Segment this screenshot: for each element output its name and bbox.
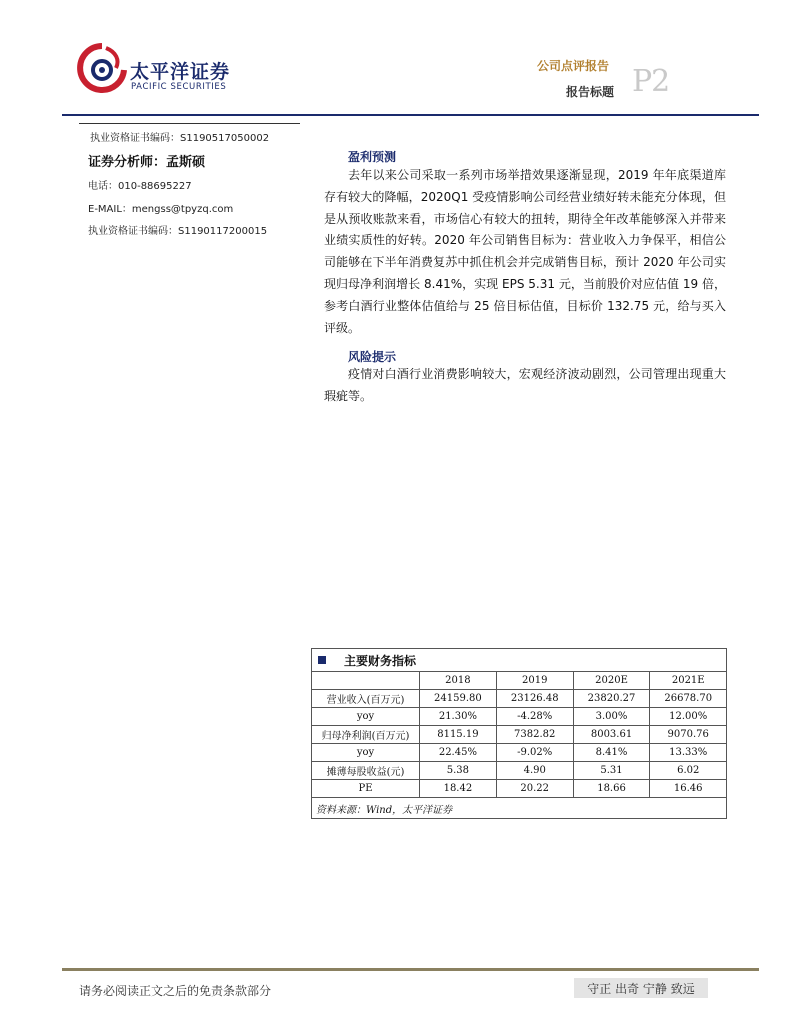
logo-english-name: PACIFIC SECURITIES (131, 82, 227, 92)
report-type: 公司点评报告 (537, 59, 610, 73)
table-cell: 23820.27 (573, 690, 650, 708)
disclaimer-notice: 请务必阅读正文之后的免责条款部分 (79, 984, 272, 998)
row-label: 归母净利润(百万元) (312, 726, 420, 744)
page-number: P2 (632, 64, 670, 99)
table-source-note: 资料来源：Wind，太平洋证券 (316, 804, 453, 816)
table-cell: 12.00% (650, 708, 726, 726)
table-cell: 18.42 (420, 780, 497, 798)
table-cell: 5.38 (420, 762, 497, 780)
certificate-number-1: 执业资格证书编码：S1190517050002 (90, 133, 270, 144)
report-title: 报告标题 (566, 85, 615, 99)
risk-paragraph: 疫情对白酒行业消费影响较大，宏观经济波动剧烈，公司管理出现重大瑕疵等。 (324, 367, 726, 403)
header-cell: 2019 (496, 672, 573, 690)
table-cell: 24159.80 (420, 690, 497, 708)
row-label: 摊薄每股收益(元) (312, 762, 420, 780)
table-cell: 16.46 (650, 780, 726, 798)
logo-chinese-name: 太平洋证券 (130, 61, 231, 83)
header-cell: 2018 (420, 672, 497, 690)
header-cell: 2020E (573, 672, 650, 690)
table-cell: 7382.82 (496, 726, 573, 744)
table-row (312, 744, 726, 762)
row-label: yoy (312, 744, 420, 762)
forecast-heading: 盈利预测 (348, 150, 397, 164)
table-row (312, 726, 726, 744)
table-cell: 21.30% (420, 708, 497, 726)
table-cell: 8115.19 (420, 726, 497, 744)
company-motto: 守正 出奇 宁静 致远 (574, 978, 708, 998)
certificate-number-2: 执业资格证书编码：S1190117200015 (88, 226, 268, 237)
risk-heading: 风险提示 (348, 350, 397, 364)
table-row (312, 690, 726, 708)
table-cell: 23126.48 (496, 690, 573, 708)
financial-table (312, 672, 726, 798)
table-row (312, 780, 726, 798)
footer-divider (62, 968, 759, 971)
table-title-bar (312, 649, 726, 672)
table-cell: 22.45% (420, 744, 497, 762)
financial-indicators-table (311, 648, 727, 819)
analyst-email[interactable]: E-MAIL：mengss@tpyzq.com (88, 204, 234, 215)
table-cell: 26678.70 (650, 690, 726, 708)
table-cell: 8.41% (573, 744, 650, 762)
company-logo-icon (76, 42, 128, 94)
header-cell (312, 672, 420, 690)
table-title: 主要财务指标 (344, 653, 417, 668)
table-cell: 20.22 (496, 780, 573, 798)
table-cell: 5.31 (573, 762, 650, 780)
analyst-phone: 电话：010-88695227 (88, 181, 192, 192)
row-label: yoy (312, 708, 420, 726)
header-cell: 2021E (650, 672, 726, 690)
table-cell: 6.02 (650, 762, 726, 780)
table-row (312, 708, 726, 726)
table-cell: 8003.61 (573, 726, 650, 744)
table-header-row (312, 672, 726, 690)
row-label: PE (312, 780, 420, 798)
table-cell: 13.33% (650, 744, 726, 762)
table-cell: -9.02% (496, 744, 573, 762)
table-row (312, 762, 726, 780)
forecast-paragraph: 去年以来公司采取一系列市场举措效果逐渐显现，2019 年年底渠道库存有较大的降幅，2020Q1 受疫情影响公司经营业绩好转未能充分体现，但是从预收账款来看，市场信心有较大的扭转，期待全年改革能够深入并带来业绩实质性的好转。2020 年公司销售目标为：营业收入力争保平，相信公司能够在下半年消费复苏中抓住机会并完成销售目标，预计 2020 年公司实现归母净利润增长 8.41%，实现 EPS 5.31 元，当前股价对应估值 19 倍，参考白酒行业整体估值给与 25 倍目标估值，目标价 132.75 元，给与买入评级。 (324, 168, 726, 335)
header-divider (62, 114, 759, 116)
analyst-name: 证券分析师：孟斯硕 (88, 155, 206, 170)
table-cell: -4.28% (496, 708, 573, 726)
sidebar-divider (79, 123, 300, 124)
table-cell: 3.00% (573, 708, 650, 726)
table-cell: 18.66 (573, 780, 650, 798)
table-cell: 4.90 (496, 762, 573, 780)
square-bullet-icon (318, 656, 326, 664)
row-label: 营业收入(百万元) (312, 690, 420, 708)
table-cell: 9070.76 (650, 726, 726, 744)
